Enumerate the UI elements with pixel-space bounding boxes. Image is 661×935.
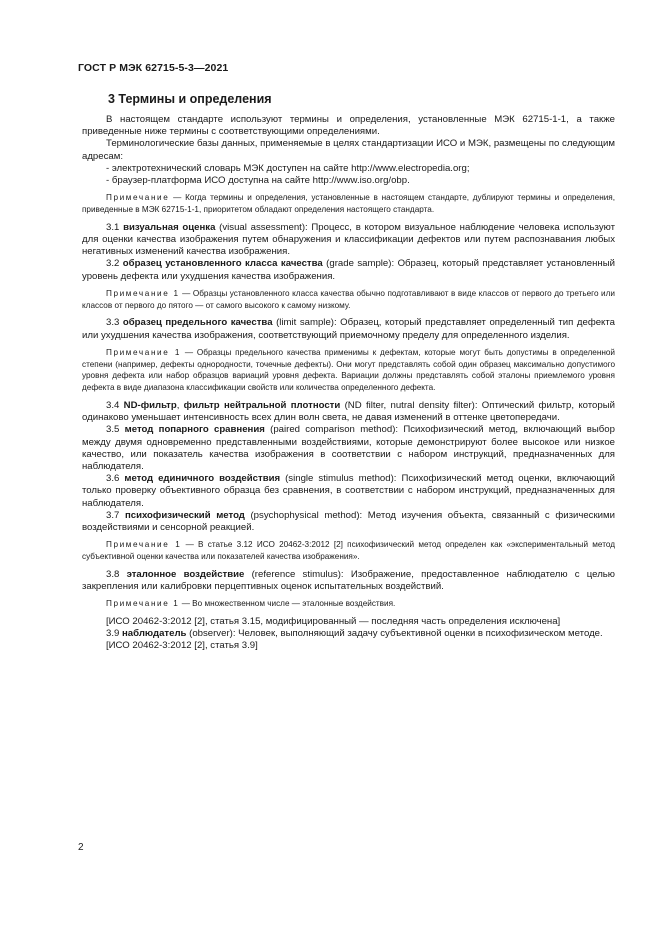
term-name: эталонное воздействие (126, 568, 245, 580)
term-name-alt: фильтр нейтральной плотности (183, 400, 341, 412)
term-3-9: 3.9 наблюдатель (observer): Человек, выполняющий задачу субъективной оценки в психофизическом методе. (106, 628, 603, 640)
note-3-2: Примечание 1 — Образцы установленного класса качества обычно подготавливают в виде классов от первого до третьего или классов от первого до пятого — от самого высокого к самому низкому. (82, 288, 615, 310)
term-name: образец установленного класса качества (122, 258, 323, 270)
list-item-iso-obp: - браузер-платформа ИСО доступна на сайте http://www.iso.org/obp. (106, 175, 410, 187)
intro-paragraph-2: Терминологические базы данных, применяемые в целях стандартизации ИСО и МЭК, размещены по следующим адресам: (82, 138, 615, 162)
term-name: наблюдатель (122, 628, 187, 640)
note-label: Примечание 1 (106, 288, 180, 298)
page-number: 2 (78, 842, 84, 853)
note-label: Примечание 1 (106, 540, 182, 550)
term-name: образец предельного качества (122, 317, 273, 329)
source-3-8: [ИСО 20462-3:2012 [2], статья 3.15, модифицированный — последняя часть определения исключена] (106, 616, 561, 628)
term-3-1: 3.1 визуальная оценка (visual assessment): Процесс, в котором визуальное наблюдение человека используют для оценки качества изображения путем обнаружения и классификации дефектов или путем распознавания любых негативных изменений качества изображения. (82, 221, 615, 258)
term-3-5: 3.5 метод попарного сравнения (paired comparison method): Психофизический метод, включающий выбор между двумя одновременно представленными воздействиями, которые демонстрируют более высокое или низкое качество, или показатель качества изображения в соответствии с набором инструкций, предназначенных для наблюдателя. (82, 424, 615, 473)
term-name: визуальная оценка (123, 221, 216, 233)
term-3-2: 3.2 образец установленного класса качества (grade sample): Образец, который представляет установленный уровень дефекта или ухудшения качества изображения. (82, 258, 615, 282)
document-header: ГОСТ Р МЭК 62715-5-3—2021 (78, 62, 229, 74)
term-name: метод попарного сравнения (124, 424, 265, 436)
term-3-7: 3.7 психофизический метод (psychophysical method): Метод изучения объекта, связанный с физическими воздействиями и сенсорной реакцией. (82, 509, 615, 534)
term-name: метод единичного воздействия (124, 473, 281, 485)
note-intro: Примечание — Когда термины и определения, установленные в настоящем стандарте, дублируют термины и определения, приведенные в МЭК 62715-1-1, приоритетом обладают определения настоящего стандарта. (82, 193, 615, 215)
term-name: психофизический метод (124, 509, 245, 521)
page-content (82, 92, 615, 653)
term-3-4: 3.4 ND-фильтр, фильтр нейтральной плотности (ND filter, nutral density filter): Оптический фильтр, который одинаково уменьшает интенсивность всех длин волн света, не давая изменений в оттенке цветопередачи. (82, 400, 615, 424)
list-item-electropedia: - электротехнический словарь МЭК доступен на сайте http://www.electropedia.org; (106, 162, 470, 174)
note-3-7: Примечание 1 — В статье 3.12 ИСО 20462-3:2012 [2] психофизический метод определен как «экспериментальный метод субъективной оценки качества или показателей качества изображения». (82, 540, 616, 562)
term-name: ND-фильтр (123, 400, 177, 412)
note-label: Примечание 1 (106, 347, 182, 357)
note-3-8: Примечание 1 — Во множественном числе — эталонные воздействия. (106, 599, 396, 609)
note-label: Примечание (106, 193, 170, 203)
intro-paragraph-1: В настоящем стандарте используют термины и определения, установленные МЭК 62715-1-1, а также приведенные ниже термины с соответствующими определениями. (82, 114, 615, 138)
term-3-8: 3.8 эталонное воздействие (reference stimulus): Изображение, предоставленное наблюдателю с целью закрепления или калибровки перцептивных оценок испытательных воздействий. (82, 568, 615, 593)
section-title: 3 Термины и определения (108, 92, 272, 106)
note-3-3: Примечание 1 — Образцы предельного качества применимы к дефектам, которые могут быть допустимы в определенной степени (например, дефекты однородности, точечные дефекты). Они могут представлять собой один образец максимально допустимого уровня дефекта или набор образцов вариаций уровня дефекта. Вариации должны представлять собой эталоны приемлемого уровня дефекта в виде диапазона классификации свойств или количества определенного дефекта. (82, 347, 616, 393)
source-3-9: [ИСО 20462-3:2012 [2], статья 3.9] (106, 640, 258, 652)
term-3-3: 3.3 образец предельного качества (limit sample): Образец, который представляет определенный тип дефекта или ухудшения качества изображения, соответствующий приемочному пределу для определенного изделия. (82, 317, 615, 341)
note-label: Примечание 1 (106, 599, 180, 609)
term-3-6: 3.6 метод единичного воздействия (single stimulus method): Психофизический метод оценки, включающий только проверку объективного образца без сравнения, в соответствии с набором инструкций, предназначенных для наблюдателя. (82, 473, 615, 509)
